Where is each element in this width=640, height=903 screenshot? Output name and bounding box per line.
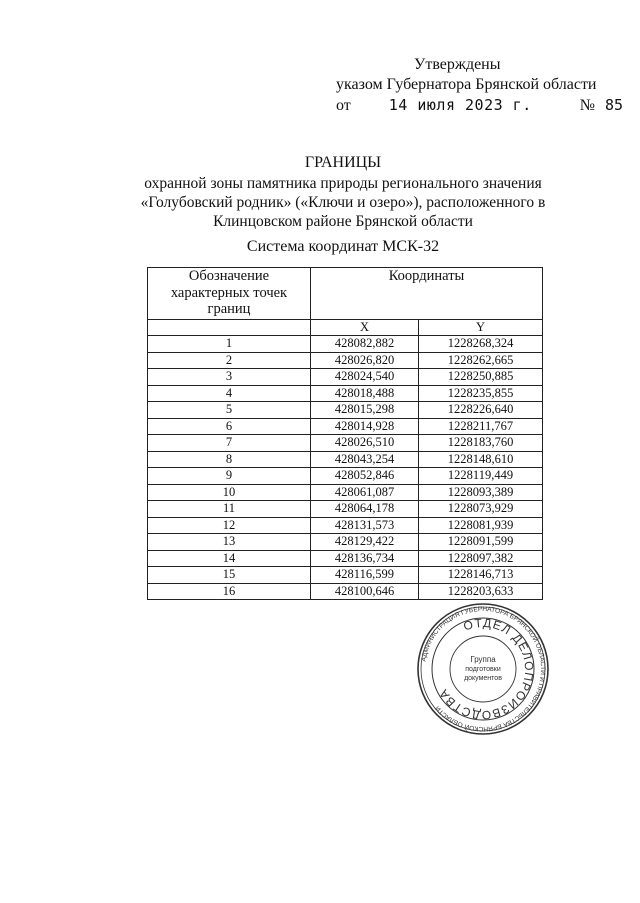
stamp-center-line3: документов [464, 675, 502, 682]
approval-date: 14 июля 2023 г. [388, 96, 532, 114]
table-row [148, 369, 543, 386]
points-header: Обозначение характерных точек границ [148, 268, 311, 320]
point-number: 13 [148, 534, 311, 551]
y-value: 1228250,885 [419, 369, 543, 386]
x-value: 428131,573 [311, 517, 419, 534]
y-value: 1228203,633 [419, 583, 543, 600]
x-value: 428064,178 [311, 501, 419, 518]
table-row [148, 385, 543, 402]
table-row [148, 451, 543, 468]
stamp-center-line1: Группа [470, 655, 496, 664]
approval-date-row [336, 96, 623, 115]
x-value: 428043,254 [311, 451, 419, 468]
table-row [148, 418, 543, 435]
table-row [148, 501, 543, 518]
y-value: 1228091,599 [419, 534, 543, 551]
coordinates-header: Координаты [311, 268, 543, 320]
table-header-row [148, 268, 543, 320]
y-value: 1228146,713 [419, 567, 543, 584]
approval-title: Утверждены [414, 56, 501, 73]
point-number: 16 [148, 583, 311, 600]
point-number: 3 [148, 369, 311, 386]
point-number: 2 [148, 352, 311, 369]
stamp-outer-text: АДМИНИСТРАЦИЯ ГУБЕРНАТОРА БРЯНСКОЙ ОБЛАСТИ И ПРАВИТЕЛЬСТВА БРЯНСКОЙ ОБЛАСТИ [420, 605, 547, 733]
point-number: 14 [148, 550, 311, 567]
point-number: 9 [148, 468, 311, 485]
x-value: 428024,540 [311, 369, 419, 386]
point-number: 6 [148, 418, 311, 435]
x-value: 428129,422 [311, 534, 419, 551]
y-value: 1228268,324 [419, 336, 543, 353]
point-number: 8 [148, 451, 311, 468]
y-value: 1228183,760 [419, 435, 543, 452]
point-number: 11 [148, 501, 311, 518]
stamp-center-line2: подготовки [465, 666, 501, 673]
y-value: 1228262,665 [419, 352, 543, 369]
y-value: 1228119,449 [419, 468, 543, 485]
x-value: 428100,646 [311, 583, 419, 600]
y-value: 1228073,929 [419, 501, 543, 518]
coordinate-system: Система координат МСК-32 [246, 238, 440, 255]
document-subtitle: охранной зоны памятника природы регионального значения «Голубовский родник» («Ключи и озеро»), расположенного в Клинцовском районе Брянской области [140, 175, 546, 230]
number-label: № [579, 97, 596, 114]
table-subheader-row [148, 320, 543, 336]
x-value: 428052,846 [311, 468, 419, 485]
x-value: 428136,734 [311, 550, 419, 567]
y-value: 1228148,610 [419, 451, 543, 468]
table-row [148, 567, 543, 584]
table-row [148, 550, 543, 567]
x-header: X [311, 320, 419, 336]
table-row [148, 583, 543, 600]
table-row [148, 352, 543, 369]
y-value: 1228211,767 [419, 418, 543, 435]
points-subheader-empty [148, 320, 311, 336]
point-number: 1 [148, 336, 311, 353]
date-prefix: от [336, 97, 351, 114]
document-title: ГРАНИЦЫ [304, 154, 382, 171]
x-value: 428026,820 [311, 352, 419, 369]
x-value: 428018,488 [311, 385, 419, 402]
point-number: 7 [148, 435, 311, 452]
x-value: 428116,599 [311, 567, 419, 584]
point-number: 12 [148, 517, 311, 534]
y-value: 1228226,640 [419, 402, 543, 419]
x-value: 428015,298 [311, 402, 419, 419]
y-value: 1228235,855 [419, 385, 543, 402]
y-value: 1228081,939 [419, 517, 543, 534]
y-value: 1228097,382 [419, 550, 543, 567]
point-number: 10 [148, 484, 311, 501]
table-row [148, 484, 543, 501]
official-stamp [416, 602, 550, 736]
x-value: 428026,510 [311, 435, 419, 452]
coordinates-table [147, 267, 543, 600]
point-number: 4 [148, 385, 311, 402]
table-row [148, 468, 543, 485]
approval-decree: указом Губернатора Брянской области [336, 76, 597, 93]
x-value: 428082,882 [311, 336, 419, 353]
stamp-inner-text: ОТДЕЛ ДЕЛОПРОИЗВОДСТВА [435, 615, 537, 723]
table-row [148, 517, 543, 534]
x-value: 428014,928 [311, 418, 419, 435]
approval-number: 85 [605, 96, 624, 114]
point-number: 5 [148, 402, 311, 419]
table-row [148, 534, 543, 551]
y-header: Y [419, 320, 543, 336]
table-row [148, 435, 543, 452]
x-value: 428061,087 [311, 484, 419, 501]
point-number: 15 [148, 567, 311, 584]
table-row [148, 402, 543, 419]
y-value: 1228093,389 [419, 484, 543, 501]
table-row [148, 336, 543, 353]
